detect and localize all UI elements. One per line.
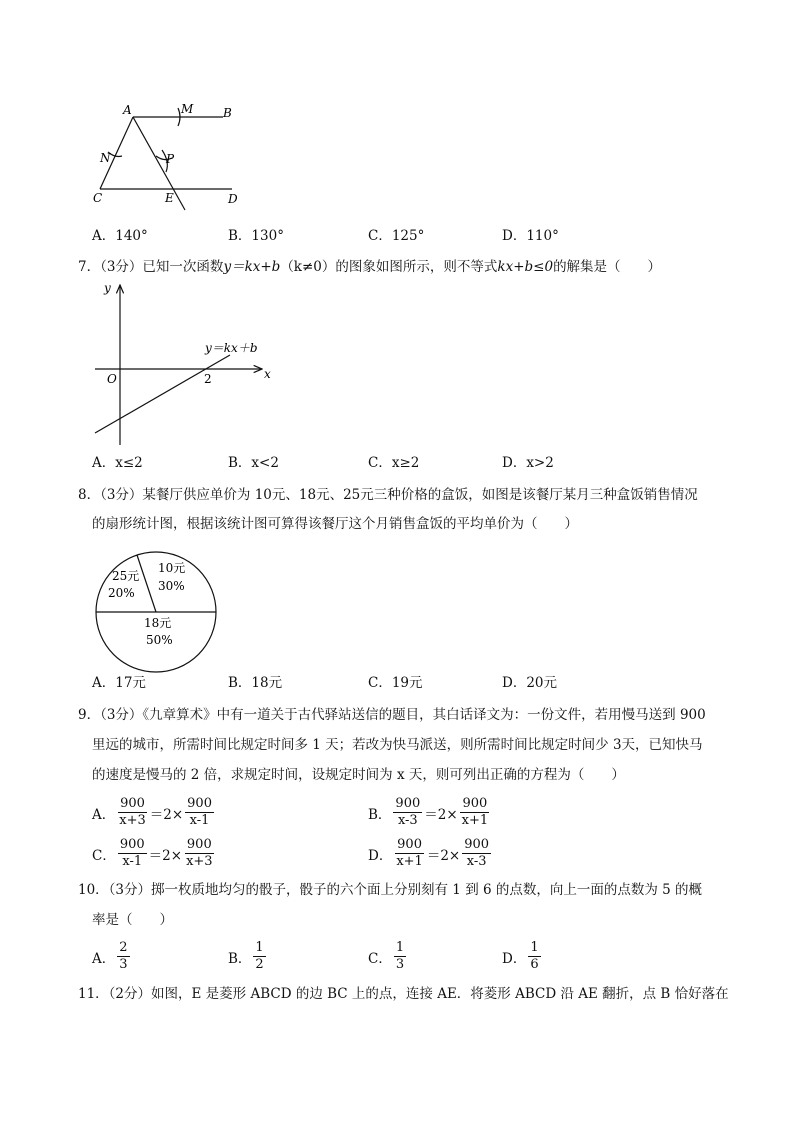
q7-text-after: 的解集是（ ） [553,259,662,275]
q11-line1: 11．（2分）如图，E 是菱形 ABCD 的边 BC 上的点，连接 AE．将菱形 ABCD 沿 AE 翻折，点 B 恰好落在 [78,986,729,1002]
q9-a-mid: ＝2× [149,806,184,823]
label-b: B [223,106,232,120]
q9-line2: 里远的城市，所需时间比规定时间多 1 天；若改为快马派送，则所需时间比规定时间少 3天，已知快马 [92,737,703,753]
q10-a-n: 2 [119,940,128,955]
q6-option-a: A．140° [92,228,148,244]
q9-c-d1: x-1 [122,853,143,869]
q10-line1: 10．（3分）掷一枚质地均匀的骰子，骰子的六个面上分别刻有 1 到 6 的点数，向上一面的点数为 5 的概 [78,882,703,898]
q8-option-c: C．19元 [368,675,423,691]
q9-c-label: C． [92,847,116,864]
label-e: E [165,191,174,205]
q8-option-a: A．17元 [92,675,146,691]
q9-c-d2: x+3 [186,853,213,869]
q9-b-n2: 900 [462,796,488,811]
q10-c-label: C． [368,950,392,967]
q10-c-d: 3 [395,956,405,972]
q9-line1: 9．（3分）《九章算术》中有一道关于古代驿站送信的题目，其白话译文为：一份文件，若用慢马送到 900 [78,707,706,723]
q8-line2: 的扇形统计图，根据该统计图可算得该餐厅这个月销售盒饭的平均单价为（ ） [92,516,578,532]
q7-option-a: A．x≤2 [92,455,143,471]
q6-geometry-figure [90,100,250,210]
q9-c-mid: ＝2× [148,847,183,864]
q9-c-frac2 [184,838,215,870]
label-m: M [181,102,194,116]
q7-option-c: C．x≥2 [368,455,420,471]
q10-a-label: A． [92,950,116,967]
q7-formula: y＝kx+b [223,259,281,275]
slice-18-pct: 50% [146,633,173,647]
q9-b-frac1 [393,797,422,829]
q9-b-mid: ＝2× [424,806,458,823]
slice-25-pct: 20% [108,586,135,600]
q10-option-b [228,941,268,973]
q9-d-frac1 [394,838,425,870]
q8-line1: 8．（3分）某餐厅供应单价为 10元、18元、25元三种价格的盒饭，如图是该餐厅某月三种盒饭销售情况 [78,487,698,503]
q10-b-label: B． [228,950,252,967]
q10-b-frac [253,941,265,973]
q9-d-d1: x+1 [396,853,423,869]
q6-option-d: D．110° [502,228,559,244]
y-axis-label: y [104,281,111,295]
q10-d-frac [528,941,540,973]
q9-option-c [92,838,217,870]
slice-10-pct: 30% [158,579,185,593]
q10-b-n: 1 [255,940,264,955]
q10-option-c [368,941,408,973]
q10-option-a [92,941,132,973]
q10-option-d [502,941,543,973]
label-c: C [93,191,103,205]
q8-option-d: D．20元 [502,675,558,691]
origin-label: O [107,372,117,386]
q9-b-d2: x+1 [461,812,489,828]
pie-divider-slant [137,555,156,612]
q9-d-mid: ＝2× [426,847,461,864]
q10-line2: 率是（ ） [92,912,173,928]
q9-b-label: B． [368,806,392,823]
q8-pie-chart [94,550,218,674]
x-intercept-label: 2 [204,372,212,386]
line-label: y＝kx＋b [205,341,258,355]
q10-d-d: 6 [530,956,539,972]
q7-stem [78,261,661,275]
q9-c-frac1 [118,838,147,870]
q9-option-d [368,838,493,870]
q10-c-n: 1 [395,940,405,955]
slice-10-price: 10元 [158,561,186,575]
line-ae [133,117,185,210]
q7-option-b: B．x<2 [228,455,279,471]
label-p: P [166,152,175,166]
q9-d-d2: x-3 [466,853,487,869]
q9-option-b [368,797,492,829]
function-line [95,355,230,433]
q9-d-frac2 [462,838,491,870]
q9-d-n2: 900 [464,837,490,852]
q6-option-c: C．125° [368,228,425,244]
q7-inequality: kx+b≤0 [497,259,554,275]
q9-b-frac2 [460,797,491,829]
q7-text-k: （k≠0）的图象如图所示，则不等式 [280,259,498,275]
label-n: N [100,151,111,165]
q9-b-d1: x-3 [397,812,418,828]
q9-line3: 的速度是慢马的 2 倍，求规定时间，设规定时间为 x 天，则可列出正确的方程为（ ） [92,767,625,783]
q9-option-a [92,797,216,829]
q9-a-n2: 900 [187,796,212,811]
q9-d-label: D． [368,847,393,864]
q9-a-frac1 [117,797,148,829]
q10-a-d: 3 [119,956,128,972]
q10-b-d: 2 [255,956,264,972]
q7-text-before: 7．（3分）已知一次函数 [78,259,224,275]
slice-18-price: 18元 [144,616,172,630]
q8-option-b: B．18元 [228,675,283,691]
label-a: A [123,103,132,117]
q9-a-label: A． [92,806,116,823]
q7-linear-function-graph [90,280,290,450]
x-axis-label: x [264,367,271,381]
q9-c-n2: 900 [186,837,212,852]
q10-c-frac [394,941,406,973]
q6-option-b: B．130° [228,228,284,244]
q9-c-n1: 900 [119,837,145,852]
q10-d-n: 1 [530,940,539,955]
q9-d-n1: 900 [397,837,422,852]
q9-a-d2: x-1 [189,812,210,828]
q10-a-frac [117,941,129,973]
q9-a-n1: 900 [120,796,145,811]
q9-b-n1: 900 [395,796,421,811]
q9-a-frac2 [185,797,214,829]
slice-25-price: 25元 [112,569,140,583]
q10-d-label: D． [502,950,527,967]
q9-a-d1: x+3 [119,812,146,828]
label-d: D [228,192,238,206]
q7-option-d: D．x>2 [502,455,554,471]
